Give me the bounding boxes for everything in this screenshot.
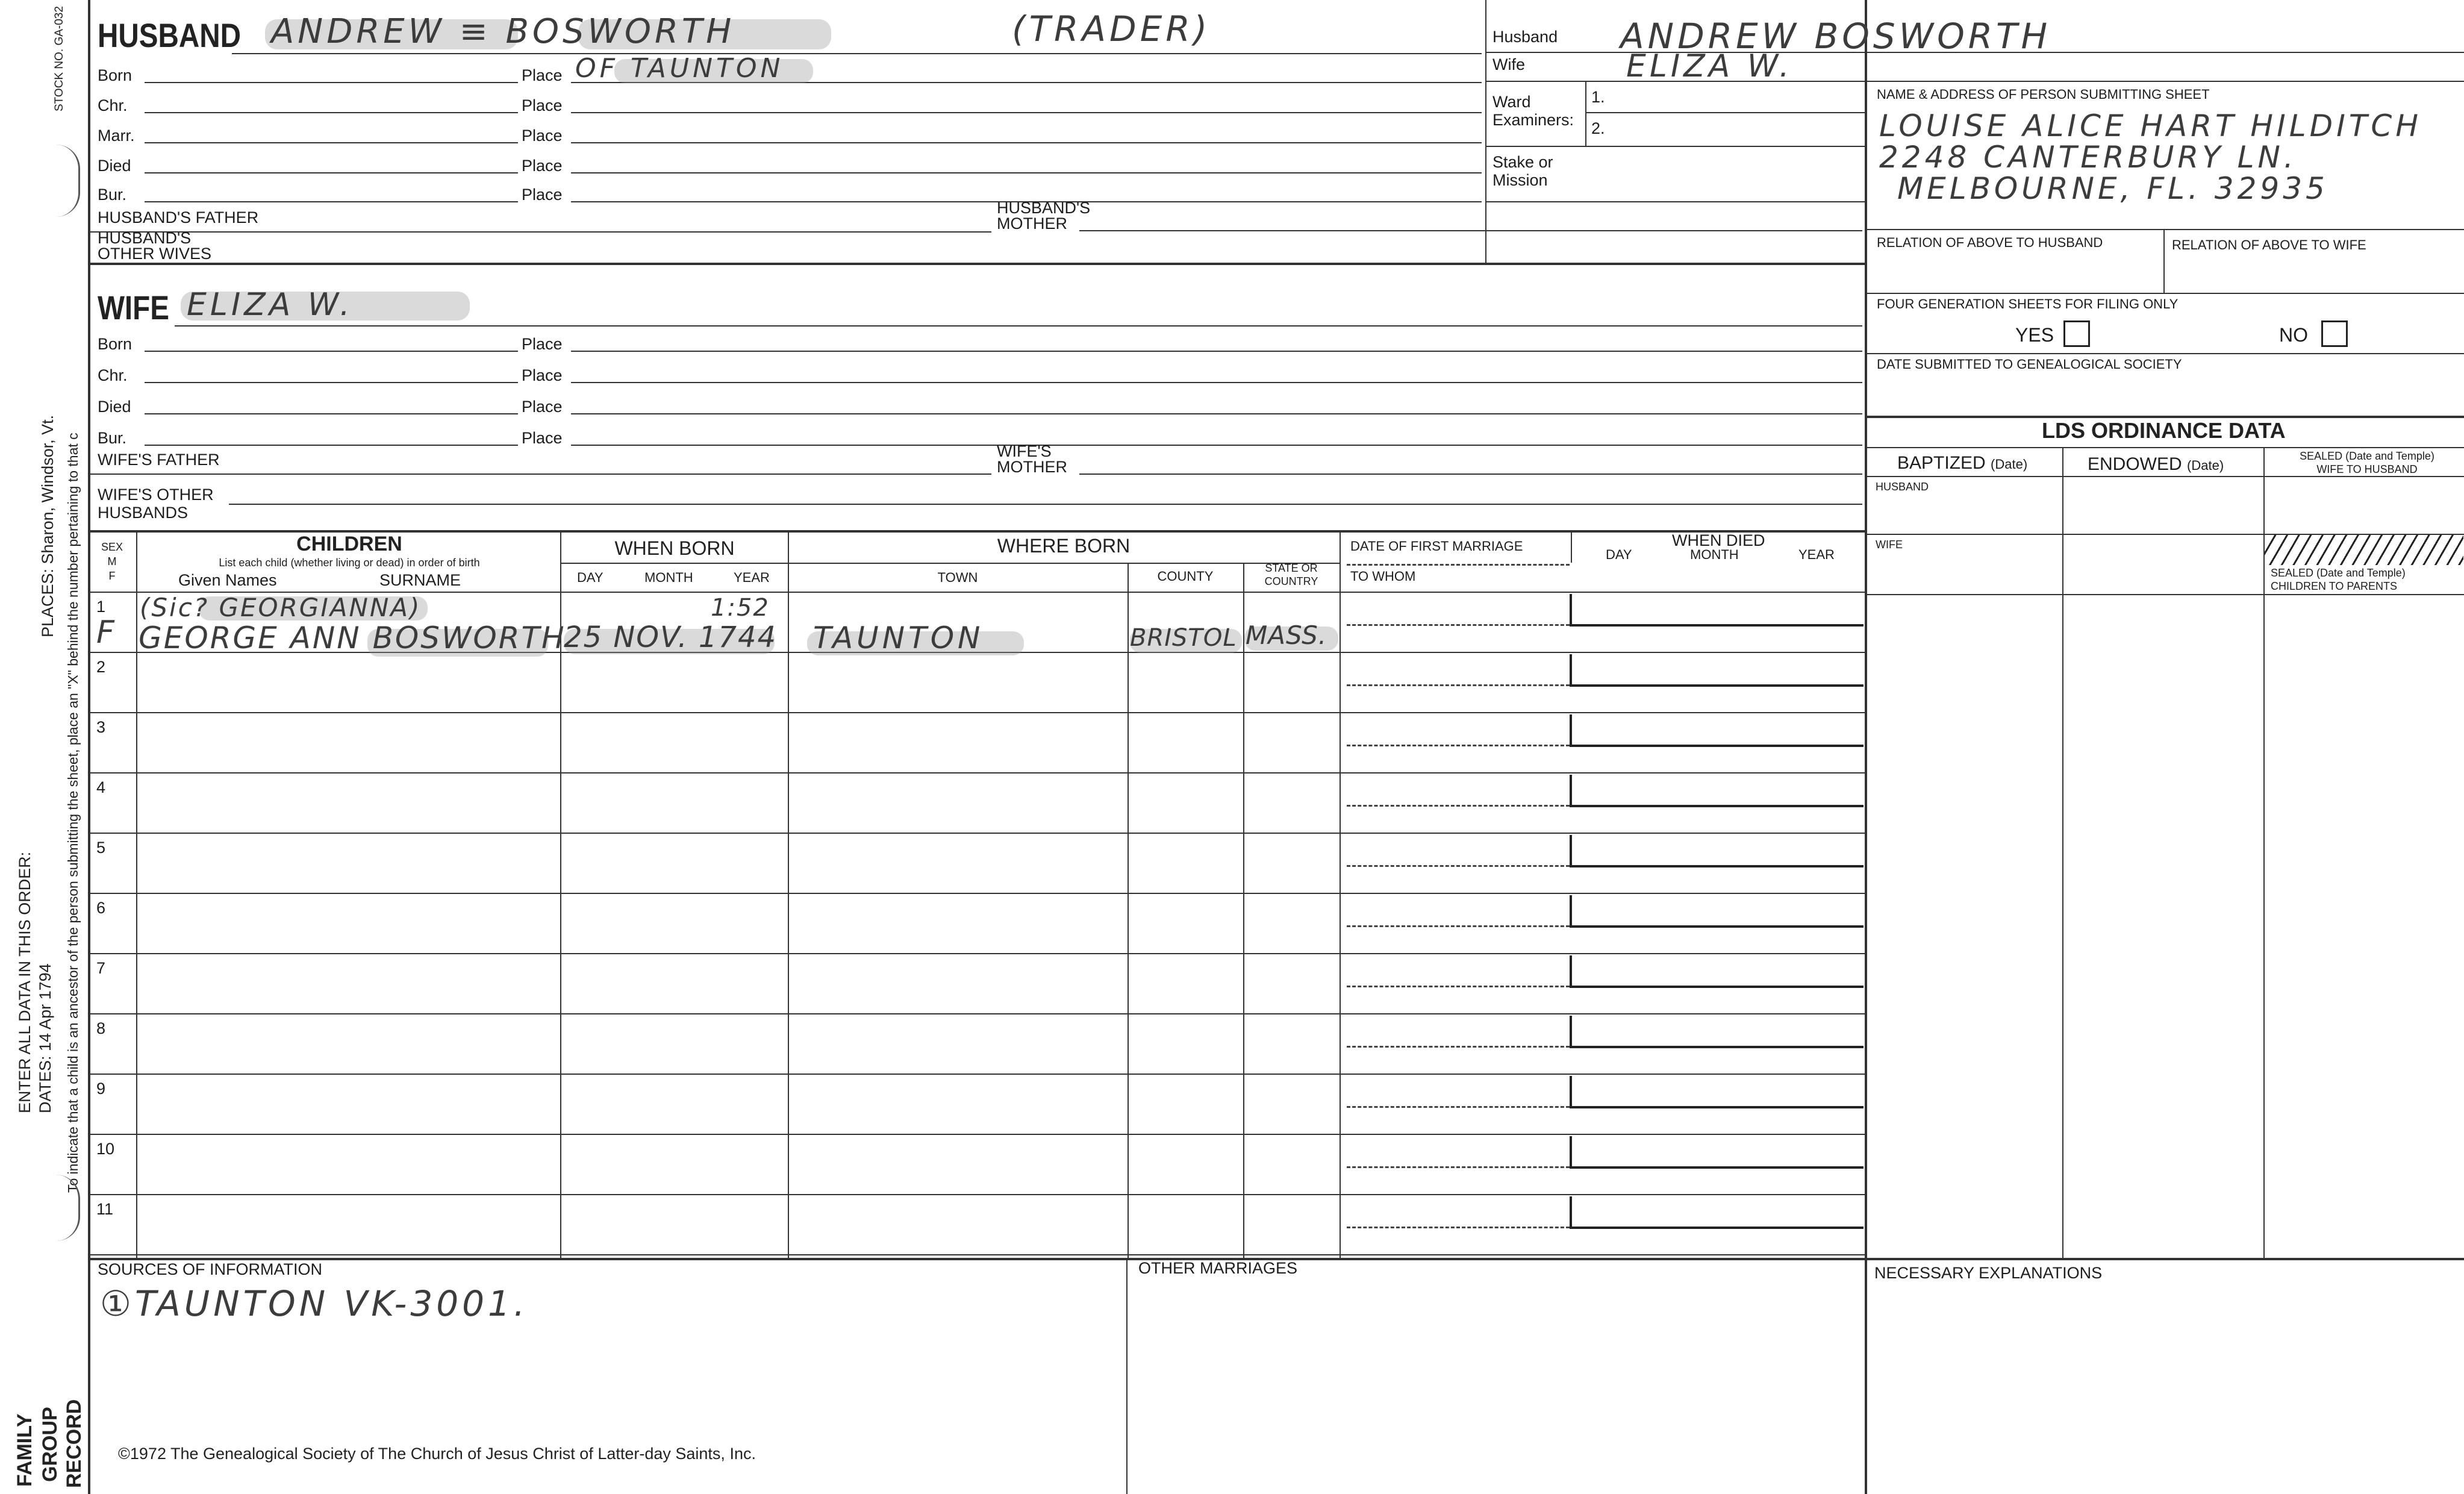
wife-bur-place-label: Place	[522, 429, 563, 447]
title-record: RECORD	[63, 1399, 86, 1488]
child-row-number: 7	[96, 959, 106, 977]
marriage-date-dashes	[1347, 624, 1570, 626]
child-row-divider	[88, 953, 1865, 954]
child-row-divider	[88, 1194, 1865, 1195]
husband-chr-label: Chr.	[98, 96, 128, 114]
died-day-header: DAY	[1606, 547, 1632, 562]
wife-heading: WIFE	[98, 289, 169, 327]
husband-name-line	[232, 53, 1482, 54]
child1-county[interactable]: BRISTOL	[1130, 624, 1237, 652]
husband-born-place[interactable]: OF TAUNTON	[575, 53, 784, 84]
husband-occupation[interactable]: (TRADER)	[1012, 8, 1211, 49]
death-date-field[interactable]	[1570, 1136, 1864, 1169]
marriage-date-dashes	[1347, 925, 1570, 927]
left-frame-line	[88, 0, 90, 1494]
husband-marr-label: Marr.	[98, 127, 135, 145]
title-group: GROUP	[39, 1407, 61, 1482]
marriage-date-dashes	[1347, 865, 1570, 867]
lds-row-wife: WIFE	[1876, 539, 1903, 551]
sources-value[interactable]: ①TAUNTON VK-3001.	[100, 1283, 529, 1324]
town-header: TOWN	[937, 570, 978, 585]
child1-state[interactable]: MASS.	[1246, 620, 1327, 650]
yes-checkbox[interactable]	[2063, 320, 2090, 347]
death-date-field[interactable]	[1570, 895, 1864, 928]
copyright: ©1972 The Genealogical Society of The Church of Jesus Christ of Latter-day Saints, Inc.	[118, 1445, 756, 1463]
child-row-number: 2	[96, 658, 106, 676]
marriage-date-dashes	[1347, 1227, 1570, 1228]
marriage-date-dashes	[1347, 986, 1570, 987]
rp-examiner-1: 1.	[1591, 88, 1605, 106]
born-day-header: DAY	[577, 570, 604, 585]
places-example: PLACES: Sharon, Windsor, Vt.	[39, 414, 57, 637]
submitter-label: NAME & ADDRESS OF PERSON SUBMITTING SHEET	[1877, 87, 2210, 102]
state-header: STATE OR COUNTRY	[1264, 562, 1318, 587]
marriage-date-dashes	[1347, 745, 1570, 746]
husband-father-label: HUSBAND'S FATHER	[98, 208, 259, 227]
ancestor-note: To indicate that a child is an ancestor of the person submitting the sheet, place an "X" behind the number pertaining to that c	[65, 433, 81, 1193]
rp-husband-label: Husband	[1492, 28, 1558, 46]
marriage-date-dashes	[1347, 1106, 1570, 1108]
yes-label: YES	[2015, 324, 2054, 346]
endowed-header: ENDOWED (Date)	[2088, 454, 2224, 474]
wife-died-label: Died	[98, 398, 131, 416]
child-row-number: 3	[96, 718, 106, 736]
punch-hole-top	[54, 145, 80, 217]
marriage-date-dashes	[1347, 684, 1570, 686]
husband-chr-place-label: Place	[522, 96, 563, 114]
first-marriage-header: DATE OF FIRST MARRIAGE	[1350, 539, 1523, 554]
child-row-number: 6	[96, 899, 106, 917]
husband-mother-label: HUSBAND'S MOTHER	[997, 199, 1091, 233]
rp-examiner-2: 2.	[1591, 119, 1605, 137]
stock-number: STOCK NO. GA-032	[53, 6, 66, 111]
date-submitted-label: DATE SUBMITTED TO GENEALOGICAL SOCIETY	[1877, 357, 2182, 372]
husband-other-wives-label: HUSBAND'S OTHER WIVES	[98, 229, 212, 263]
when-died-header: WHEN DIED	[1672, 531, 1765, 549]
sex-header: SEX M F	[101, 541, 123, 582]
child-row-number: 1	[96, 598, 106, 616]
died-year-header: YEAR	[1798, 547, 1835, 562]
rp-wife-name[interactable]: ELIZA W.	[1626, 48, 1793, 84]
husband-marr-place-label: Place	[522, 127, 563, 145]
lds-title: LDS ORDINANCE DATA	[2042, 418, 2286, 443]
instructions-line1: ENTER ALL DATA IN THIS ORDER:	[16, 851, 34, 1113]
hatched-cell	[2265, 535, 2463, 565]
child1-name[interactable]: GEORGE ANN BOSWORTH	[139, 620, 566, 655]
explanations-label: NECESSARY EXPLANATIONS	[1874, 1264, 2103, 1282]
rp-husband-name[interactable]: ANDREW BOSWORTH	[1620, 16, 2051, 57]
child1-sex[interactable]: F	[96, 614, 118, 651]
death-date-field[interactable]	[1570, 775, 1864, 807]
marriage-date-dashes	[1347, 1046, 1570, 1048]
instructions-line2: DATES: 14 Apr 1794	[36, 963, 54, 1113]
no-checkbox[interactable]	[2321, 320, 2348, 347]
death-date-field[interactable]	[1570, 1196, 1864, 1229]
marriage-date-dashes	[1347, 1166, 1570, 1168]
wife-born-label: Born	[98, 335, 133, 353]
wife-bur-label: Bur.	[98, 429, 127, 447]
child-row-number: 4	[96, 778, 106, 796]
death-date-field[interactable]	[1570, 1076, 1864, 1108]
child-row-number: 8	[96, 1019, 106, 1037]
husband-died-label: Died	[98, 157, 131, 175]
husband-born-place-label: Place	[522, 66, 563, 84]
child-row-number: 10	[96, 1140, 115, 1158]
died-month-header: MONTH	[1690, 547, 1739, 562]
given-names-header: Given Names	[178, 571, 277, 589]
child-row-number: 5	[96, 839, 106, 857]
right-panel-border	[1865, 0, 1867, 1494]
rp-ward-label: Ward Examiners:	[1492, 93, 1574, 129]
sealed-wife-header: SEALED (Date and Temple) WIFE TO HUSBAND	[2300, 450, 2434, 475]
to-whom-header: TO WHOM	[1350, 569, 1416, 584]
sources-label: SOURCES OF INFORMATION	[98, 1260, 323, 1278]
wife-mother-label: WIFE'S MOTHER	[997, 442, 1067, 476]
child1-time[interactable]: 1:52	[711, 594, 770, 622]
relation-wife-label: RELATION OF ABOVE TO WIFE	[2172, 237, 2366, 252]
lds-row-husband: HUSBAND	[1876, 481, 1929, 493]
relation-husband-label: RELATION OF ABOVE TO HUSBAND	[1877, 235, 2103, 250]
where-born-header: WHERE BORN	[997, 535, 1131, 557]
marriage-date-dashes	[1347, 805, 1570, 807]
children-subheader: List each child (whether living or dead) in order of birth	[219, 557, 480, 569]
husband-born-label: Born	[98, 66, 133, 84]
children-header: CHILDREN	[296, 533, 402, 555]
title-family: FAMILY	[13, 1413, 36, 1487]
husband-right-border	[1485, 0, 1486, 265]
other-marriages-label: OTHER MARRIAGES	[1138, 1259, 1298, 1277]
child-row-divider	[88, 1013, 1865, 1014]
child1-birthdate[interactable]: 25 NOV. 1744	[564, 620, 778, 654]
child-row-divider	[88, 772, 1865, 774]
child-row-divider	[88, 712, 1865, 713]
husband-bur-label: Bur.	[98, 186, 127, 204]
submitter-city[interactable]: MELBOURNE, FL. 32935	[1897, 171, 2328, 206]
wife-chr-label: Chr.	[98, 366, 128, 384]
child-row-number: 11	[96, 1200, 114, 1218]
husband-died-place-label: Place	[522, 157, 563, 175]
wife-father-label: WIFE'S FATHER	[98, 451, 220, 469]
child-row-number: 9	[96, 1080, 106, 1098]
wife-name[interactable]: ELIZA W.	[187, 287, 354, 323]
child1-town[interactable]: TAUNTON	[813, 620, 984, 655]
wife-other-husbands-label: WIFE'S OTHER HUSBANDS	[98, 486, 214, 522]
rp-wife-label: Wife	[1492, 55, 1525, 73]
death-date-field[interactable]	[1570, 654, 1864, 687]
death-date-field[interactable]	[1570, 955, 1864, 988]
death-date-field[interactable]	[1570, 594, 1864, 627]
sealed-children-header: SEALED (Date and Temple) CHILDREN TO PARENTS	[2271, 567, 2406, 592]
child-row-divider	[88, 1134, 1865, 1135]
surname-header: SURNAME	[379, 571, 461, 589]
husband-bur-place-label: Place	[522, 186, 563, 204]
born-month-header: MONTH	[644, 570, 693, 585]
child-row-divider	[88, 1074, 1865, 1075]
submitter-street[interactable]: 2248 CANTERBURY LN.	[1879, 140, 2297, 175]
death-date-field[interactable]	[1570, 714, 1864, 747]
rp-stake-label: Stake or Mission	[1492, 153, 1553, 189]
baptized-header: BAPTIZED (Date)	[1897, 453, 2028, 473]
wife-chr-place-label: Place	[522, 366, 563, 384]
wife-died-place-label: Place	[522, 398, 563, 416]
husband-name[interactable]: ANDREW ≡ BOSWORTH	[271, 12, 735, 51]
born-year-header: YEAR	[734, 570, 770, 585]
no-label: NO	[2279, 324, 2308, 346]
four-gen-label: FOUR GENERATION SHEETS FOR FILING ONLY	[1877, 296, 2179, 311]
husband-heading: HUSBAND	[98, 16, 241, 54]
county-header: COUNTY	[1157, 569, 1214, 584]
child-row-divider	[88, 833, 1865, 834]
when-born-header: WHEN BORN	[614, 537, 735, 559]
death-date-field[interactable]	[1570, 835, 1864, 867]
child-row-divider	[88, 893, 1865, 894]
child1-note[interactable]: (Sic? GEORGIANNA)	[140, 593, 422, 622]
wife-born-place-label: Place	[522, 335, 563, 353]
death-date-field[interactable]	[1570, 1016, 1864, 1048]
submitter-name[interactable]: LOUISE ALICE HART HILDITCH	[1879, 108, 2422, 143]
child-row-divider	[88, 1254, 1865, 1255]
